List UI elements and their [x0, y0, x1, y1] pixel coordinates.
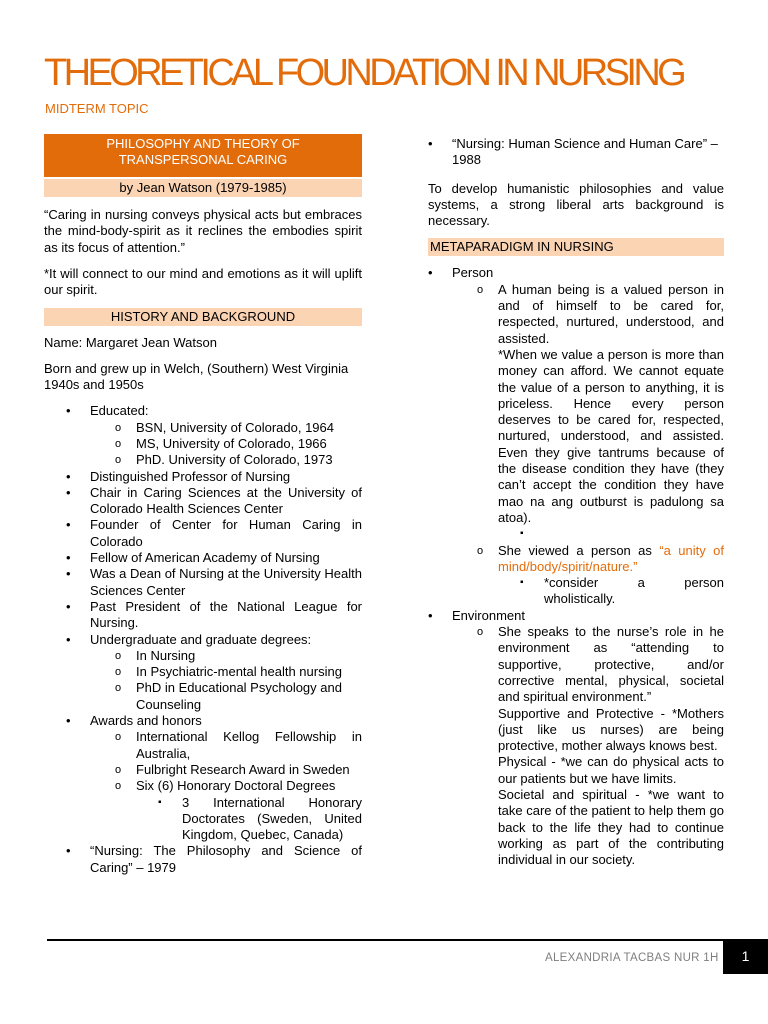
- list-item: [406, 265, 724, 607]
- degrees-list: [90, 648, 362, 713]
- list-item: o PhD in Educational Psychology and Counseling: [90, 680, 362, 713]
- awards-label: Awards and honors: [90, 713, 202, 729]
- list-item: [44, 713, 362, 843]
- note-paragraph: *It will connect to our mind and emotions as it will uplift our spirit.: [44, 265, 362, 298]
- list-item: o Fulbright Research Award in Sweden: [90, 762, 362, 778]
- list-item: [452, 624, 724, 868]
- degrees-label: Undergraduate and graduate degrees:: [90, 631, 312, 647]
- page-number: 1: [741, 948, 750, 964]
- person-note: *When we value a person is more than money can afford. We cannot equate the value of a person to anything, it is priceless. Hence every person deserves to be cared for, respected, nurtured, understood, and assisted. Even they give tantrums because of the disease condition they have (they can’t accept the condition they have mao na ang outburst is padulong sa atoa).: [498, 346, 724, 525]
- liberal-arts-paragraph: To develop humanistic philosophies and value systems, a strong liberal arts background is necessary.: [428, 180, 724, 229]
- environment-societal: Societal and spiritual - *we want to take care of the patient to help them go back to the life they had to continue working as part of the contributing individual in our society.: [498, 786, 724, 868]
- right-column: [406, 134, 724, 868]
- person-list: [452, 282, 724, 608]
- viewed-prefix: She viewed a person as: [498, 542, 660, 558]
- quote-paragraph: “Caring in nursing conveys physical acts but embraces the mind-body-spirit as it reclines the embodies spirit as its focus of attention.”: [44, 207, 362, 255]
- list-item: [406, 608, 724, 869]
- person-label: Person: [452, 265, 494, 281]
- left-column: [44, 134, 362, 876]
- list-item: [44, 632, 362, 713]
- list-item: [452, 282, 724, 543]
- environment-physical: Physical - *we can do physical acts to our patients but we have limits.: [498, 754, 724, 786]
- metaparadigm-heading: METAPARADIGM IN NURSING: [428, 238, 724, 256]
- name-line: Name: Margaret Jean Watson: [44, 335, 217, 351]
- list-item: [44, 403, 362, 468]
- honorary-degrees: Six (6) Honorary Doctoral Degrees: [136, 778, 336, 794]
- section-banner: PHILOSOPHY AND THEORY OF TRANSPERSONAL CARING: [44, 134, 362, 177]
- awards-list: [90, 729, 362, 843]
- environment-list: [452, 624, 724, 868]
- born-line: Born and grew up in Welch, (Southern) West Virginia 1940s and 1950s: [44, 360, 349, 393]
- book-list: [406, 136, 724, 169]
- document-subtitle: MIDTERM TOPIC: [45, 101, 149, 116]
- empty-sublist: [498, 526, 724, 542]
- document-title: THEORETICAL FOUNDATION IN NURSING: [44, 52, 684, 94]
- list-item: • Was a Dean of Nursing at the University Health Sciences Center: [44, 566, 362, 599]
- page-number-box: [723, 939, 768, 974]
- list-item: • Founder of Center for Human Caring in Colorado: [44, 517, 362, 550]
- environment-label: Environment: [452, 607, 525, 623]
- footer-author: ALEXANDRIA TACBAS NUR 1H: [545, 952, 719, 964]
- footer-divider: [47, 939, 768, 941]
- list-item: [90, 778, 362, 843]
- author-banner: by Jean Watson (1979-1985): [44, 179, 362, 197]
- list-item: • “Nursing: The Philosophy and Science of Caring” – 1979: [44, 843, 362, 876]
- list-item: • Past President of the National League for Nursing.: [44, 599, 362, 632]
- list-item: [498, 526, 724, 542]
- list-item: • Chair in Caring Sciences at the University of Colorado Health Sciences Center: [44, 485, 362, 518]
- list-item: ▪ *consider a person wholistically.: [498, 575, 724, 608]
- environment-supportive: Supportive and Protective - *Mothers (just like us nurses) are being protective, mother always knows best.: [498, 705, 724, 754]
- metaparadigm-list: [406, 265, 724, 868]
- honorary-list: [136, 795, 362, 844]
- list-item: o In Nursing: [90, 648, 362, 664]
- list-item: o MS, University of Colorado, 1966: [90, 436, 362, 452]
- list-item: • Fellow of American Academy of Nursing: [44, 550, 362, 566]
- list-item: o In Psychiatric-mental health nursing: [90, 664, 362, 680]
- background-list: [44, 403, 362, 876]
- environment-text: o She speaks to the nurse’s role in he environment as “attending to supportive, protective, and/or corrective mental, physical, societal and spiritual environment.”: [498, 624, 724, 705]
- person-text: o A human being is a valued person in and of himself to be cared for, respected, nurtured, understood, and assisted.: [498, 281, 724, 346]
- list-item: • “Nursing: Human Science and Human Care” – 1988: [406, 136, 724, 169]
- list-item: [452, 543, 724, 608]
- list-item: o International Kellog Fellowship in Australia,: [90, 729, 362, 762]
- list-item: • Distinguished Professor of Nursing: [44, 469, 362, 485]
- list-item: o PhD. University of Colorado, 1973: [90, 452, 362, 468]
- consider-list: [498, 575, 724, 608]
- history-heading: HISTORY AND BACKGROUND: [44, 308, 362, 326]
- list-item: o BSN, University of Colorado, 1964: [90, 420, 362, 436]
- list-item: ▪ 3 International Honorary Doctorates (Sweden, United Kingdom, Quebec, Canada): [136, 795, 362, 844]
- education-list: [90, 420, 362, 469]
- unity-highlight: “a unity of mind/body/spirit/nature.”: [498, 542, 724, 574]
- educated-label: Educated:: [90, 403, 149, 419]
